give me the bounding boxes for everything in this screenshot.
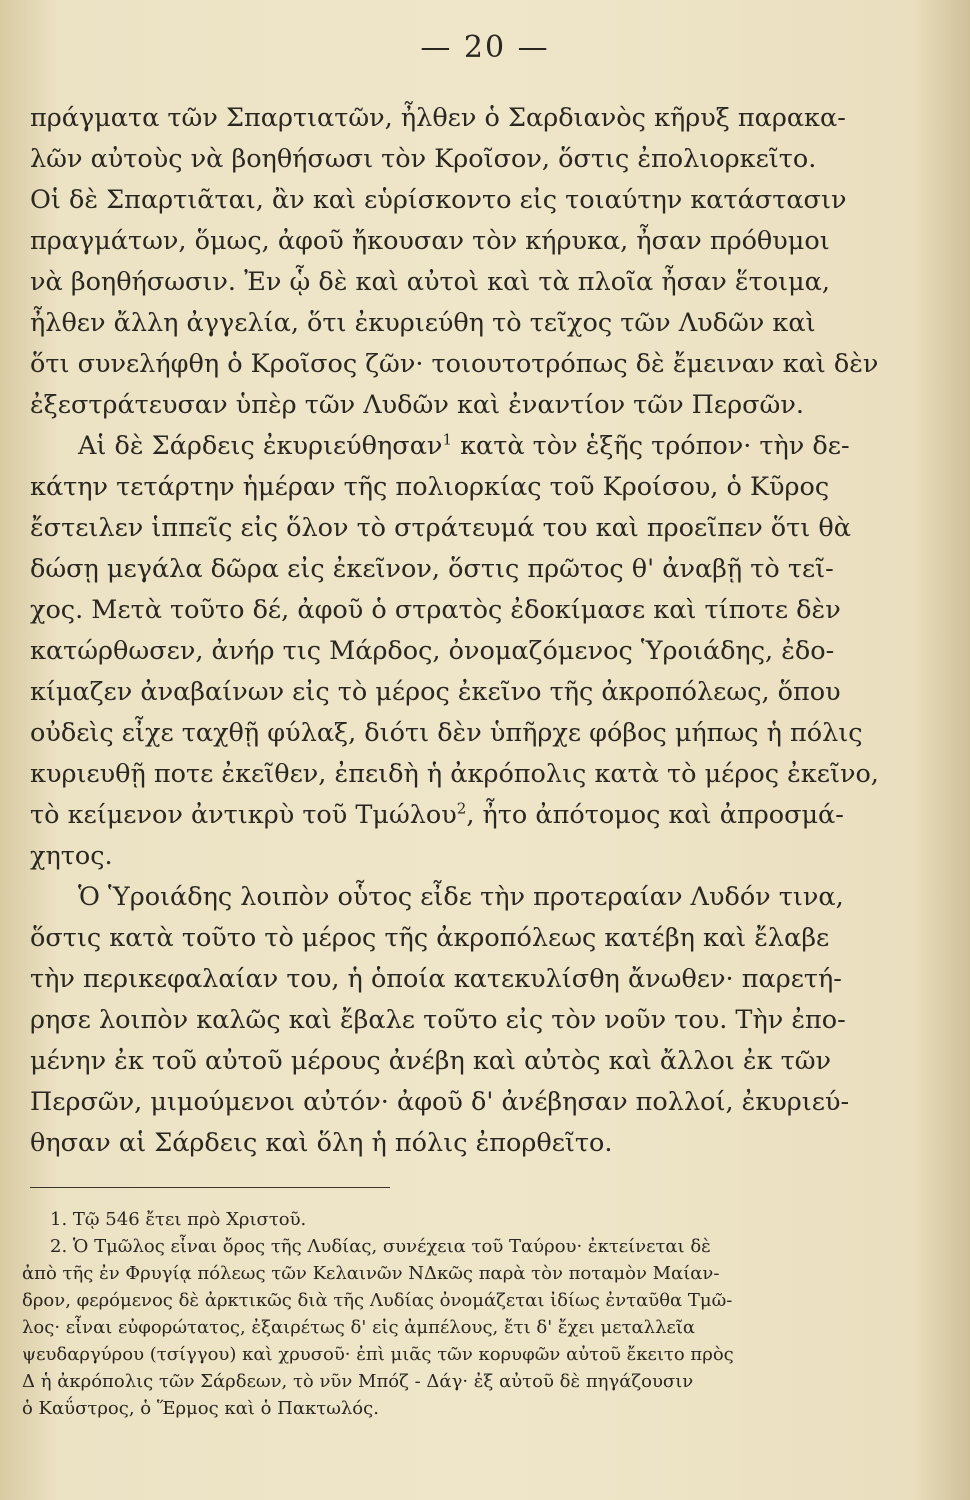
text-line: Περσῶν, μιμούμενοι αὐτόν· ἀφοῦ δ' ἀνέβησαν πολλοί, ἐκυριεύ- (30, 1087, 850, 1117)
text-fragment: Αἱ δὲ Σάρδεις ἐκυριεύθησαν (78, 431, 443, 461)
text-line: μένην ἐκ τοῦ αὐτοῦ μέρους ἀνέβη καὶ αὐτὸς καὶ ἄλλοι ἐκ τῶν (30, 1046, 832, 1076)
footnote-line: Δ ἡ ἀκρόπολις τῶν Σάρδεων, τὸ νῦν Μπόζ - Δάγ· ἐξ αὐτοῦ δὲ πηγάζουσιν (22, 1371, 694, 1392)
text-line: ἦλθεν ἄλλη ἀγγελία, ὅτι ἐκυριεύθη τὸ τεῖχος τῶν Λυδῶν καὶ (30, 308, 816, 338)
text-line: κίμαζεν ἀναβαίνων εἰς τὸ μέρος ἐκεῖνο τῆς ἀκροπόλεως, ὅπου (30, 677, 841, 707)
footnote-line: ψευδαργύρου (τσίγγου) καὶ χρυσοῦ· ἐπὶ μιᾶς τῶν κορυφῶν αὐτοῦ ἔκειτο πρὸς (22, 1344, 734, 1365)
text-line: Οἱ δὲ Σπαρτιᾶται, ἂν καὶ εὑρίσκοντο εἰς τοιαύτην κατάστασιν (30, 185, 847, 215)
text-line: ἐξεστράτευσαν ὑπὲρ τῶν Λυδῶν καὶ ἐναντίον τῶν Περσῶν. (30, 390, 804, 420)
text-line: κατώρθωσεν, ἀνήρ τις Μάρδος, ὀνομαζόμενος Ὑροιάδης, ἐδο- (30, 636, 835, 666)
text-line: τὴν περικεφαλαίαν του, ἡ ὁποία κατεκυλίσθη ἄνωθεν· παρετή- (30, 964, 842, 994)
text-line: ὅστις κατὰ τοῦτο τὸ μέρος τῆς ἀκροπόλεως κατέβη καὶ ἔλαβε (30, 923, 830, 953)
footnote-mark: 1 (442, 430, 452, 449)
text-line: οὐδεὶς εἶχε ταχθῇ φύλαξ, διότι δὲν ὑπῆρχε φόβος μήπως ἡ πόλις (30, 718, 863, 748)
text-line: Ὁ Ὑροιάδης λοιπὸν οὗτος εἶδε τὴν προτεραίαν Λυδόν τινα, (78, 882, 844, 912)
footnote-divider (30, 1187, 390, 1188)
text-line: δώσῃ μεγάλα δῶρα εἰς ἐκεῖνον, ὅστις πρῶτος θ' ἀναβῇ τὸ τεῖ- (30, 554, 834, 584)
page-number: — 20 — (420, 30, 550, 65)
footnote-line: 2. Ὁ Τμῶλος εἶναι ὄρος τῆς Λυδίας, συνέχεια τοῦ Ταύρου· ἐκτείνεται δὲ (50, 1236, 711, 1257)
text-fragment: τὸ κείμενον ἀντικρὺ τοῦ Τμώλου (30, 800, 457, 830)
text-line: ρησε λοιπὸν καλῶς καὶ ἔβαλε τοῦτο εἰς τὸν νοῦν του. Τὴν ἐπο- (30, 1005, 846, 1035)
footnote-line: δρον, φερόμενος δὲ ἀρκτικῶς διὰ τῆς Λυδίας ὀνομάζεται ἰδίως ἐνταῦθα Τμῶ- (22, 1290, 733, 1311)
text-line: πραγμάτων, ὅμως, ἀφοῦ ἤκουσαν τὸν κήρυκα, ἦσαν πρόθυμοι (30, 226, 830, 256)
text-line: χητος. (30, 841, 113, 871)
text-line: ὅτι συνελήφθη ὁ Κροῖσος ζῶν· τοιουτοτρόπως δὲ ἔμειναν καὶ δὲν (30, 349, 879, 379)
text-line: ἔστειλεν ἱππεῖς εἰς ὅλον τὸ στράτευμά του καὶ προεῖπεν ὅτι θὰ (30, 513, 851, 543)
text-line: θησαν αἱ Σάρδεις καὶ ὅλη ἡ πόλις ἐπορθεῖτο. (30, 1128, 613, 1158)
footnote-mark: 2 (456, 799, 467, 818)
text-line (30, 426, 882, 467)
main-text (30, 98, 882, 1164)
text-line: χος. Μετὰ τοῦτο δέ, ἀφοῦ ὁ στρατὸς ἐδοκίμασε καὶ τίποτε δὲν (30, 595, 841, 625)
text-line: κάτην τετάρτην ἡμέραν τῆς πολιορκίας τοῦ Κροίσου, ὁ Κῦρος (30, 472, 830, 502)
text-line (30, 795, 882, 836)
footnote-line: 1. Τῷ 546 ἔτει πρὸ Χριστοῦ. (50, 1209, 307, 1230)
text-line: πράγματα τῶν Σπαρτιατῶν, ἦλθεν ὁ Σαρδιανὸς κῆρυξ παρακα- (30, 103, 846, 133)
text-line: λῶν αὐτοὺς νὰ βοηθήσωσι τὸν Κροῖσον, ὅστις ἐπολιορκεῖτο. (30, 144, 817, 174)
text-fragment: κατὰ τὸν ἑξῆς τρόπον· τὴν δε- (460, 431, 850, 461)
text-fragment: , ἦτο ἀπότομος καὶ ἀπροσμά- (466, 800, 844, 830)
text-line: κυριευθῇ ποτε ἐκεῖθεν, ἐπειδὴ ἡ ἀκρόπολις κατὰ τὸ μέρος ἐκεῖνο, (30, 759, 879, 789)
footnotes (22, 1206, 882, 1422)
text-line: νὰ βοηθήσωσιν. Ἐν ᾧ δὲ καὶ αὐτοὶ καὶ τὰ πλοῖα ἦσαν ἕτοιμα, (30, 267, 830, 297)
footnote-line: ἀπὸ τῆς ἐν Φρυγίᾳ πόλεως τῶν Κελαινῶν ΝΔκῶς παρὰ τὸν ποταμὸν Μαίαν- (22, 1263, 720, 1284)
footnote-line: ὁ Καΰστρος, ὁ Ἕρμος καὶ ὁ Πακτωλός. (22, 1398, 379, 1419)
footnote-line: λος· εἶναι εὐφορώτατος, ἐξαιρέτως δ' εἰς ἀμπέλους, ἔτι δ' ἔχει μεταλλεῖα (22, 1317, 696, 1338)
